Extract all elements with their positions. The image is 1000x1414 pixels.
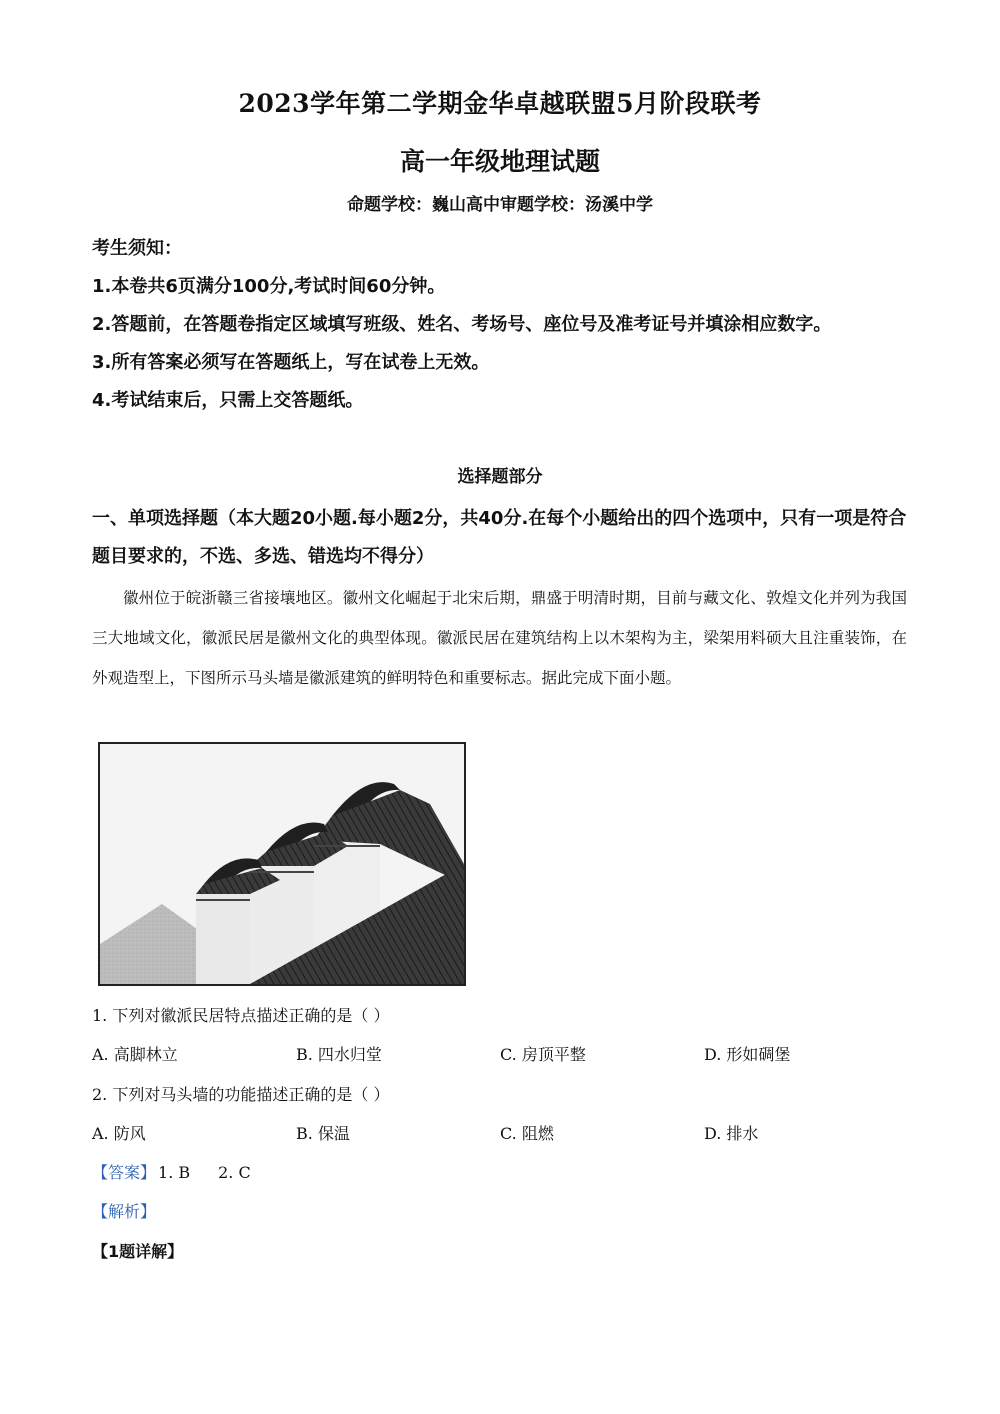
notice-item: 4.考试结束后，只需上交答题纸。	[92, 390, 364, 411]
question-1-options	[92, 1042, 912, 1066]
answer-label: 【答案】	[92, 1163, 157, 1182]
question-2-stem: 2. 下列对马头墙的功能描述正确的是（ ）	[92, 1085, 390, 1104]
section-title: 选择题部分	[457, 467, 543, 487]
option-d[interactable]: D. 排水	[704, 1124, 759, 1143]
answer-2: 2. C	[218, 1163, 251, 1182]
question-1-stem: 1. 下列对徽派民居特点描述正确的是（ ）	[92, 1006, 390, 1025]
answer-1: 1. B	[158, 1163, 191, 1182]
part-title: 一、单项选择题（本大题20小题.每小题2分，共40分.在每个小题给出的四个选项中，只有一项是符合题目要求的，不选、多选、错选均不得分）	[92, 508, 907, 567]
option-b[interactable]: B. 保温	[296, 1124, 350, 1143]
option-c[interactable]: C. 阻燃	[500, 1124, 554, 1143]
notice-item: 2.答题前，在答题卷指定区域填写班级、姓名、考场号、座位号及准考证号并填涂相应数字。	[92, 314, 832, 335]
analysis-label: 【解析】	[92, 1202, 157, 1221]
reading-passage: 徽州位于皖浙赣三省接壤地区。徽州文化崛起于北宋后期，鼎盛于明清时期，目前与藏文化、敦煌文化并列为我国三大地域文化，徽派民居是徽州文化的典型体现。徽派民居在建筑结构上以木架构为主，梁架用料硕大且注重装饰，在外观造型上，下图所示马头墙是徽派建筑的鲜明特色和重要标志。据此完成下面小题。	[92, 589, 907, 687]
option-b[interactable]: B. 四水归堂	[296, 1045, 382, 1064]
question-2-options	[92, 1121, 912, 1145]
notice-item: 3.所有答案必须写在答题纸上，写在试卷上无效。	[92, 352, 490, 373]
notice-item: 1.本卷共6页满分100分,考试时间60分钟。	[92, 276, 446, 297]
option-a[interactable]: A. 高脚林立	[92, 1045, 178, 1064]
question-1-detail-label: 【1题详解】	[92, 1242, 184, 1261]
exam-title: 2023学年第二学期金华卓越联盟5月阶段联考	[238, 89, 762, 118]
horse-head-wall-figure	[98, 742, 466, 986]
exam-subtitle: 高一年级地理试题	[399, 147, 600, 176]
option-d[interactable]: D. 形如碉堡	[704, 1045, 791, 1064]
horse-head-wall-illustration	[100, 744, 464, 984]
notice-heading: 考生须知：	[92, 238, 182, 259]
option-a[interactable]: A. 防风	[92, 1124, 146, 1143]
answer-line	[92, 1160, 692, 1183]
notice-list	[92, 268, 912, 420]
exam-schools: 命题学校：巍山高中审题学校：汤溪中学	[347, 195, 653, 215]
option-c[interactable]: C. 房顶平整	[500, 1045, 586, 1064]
